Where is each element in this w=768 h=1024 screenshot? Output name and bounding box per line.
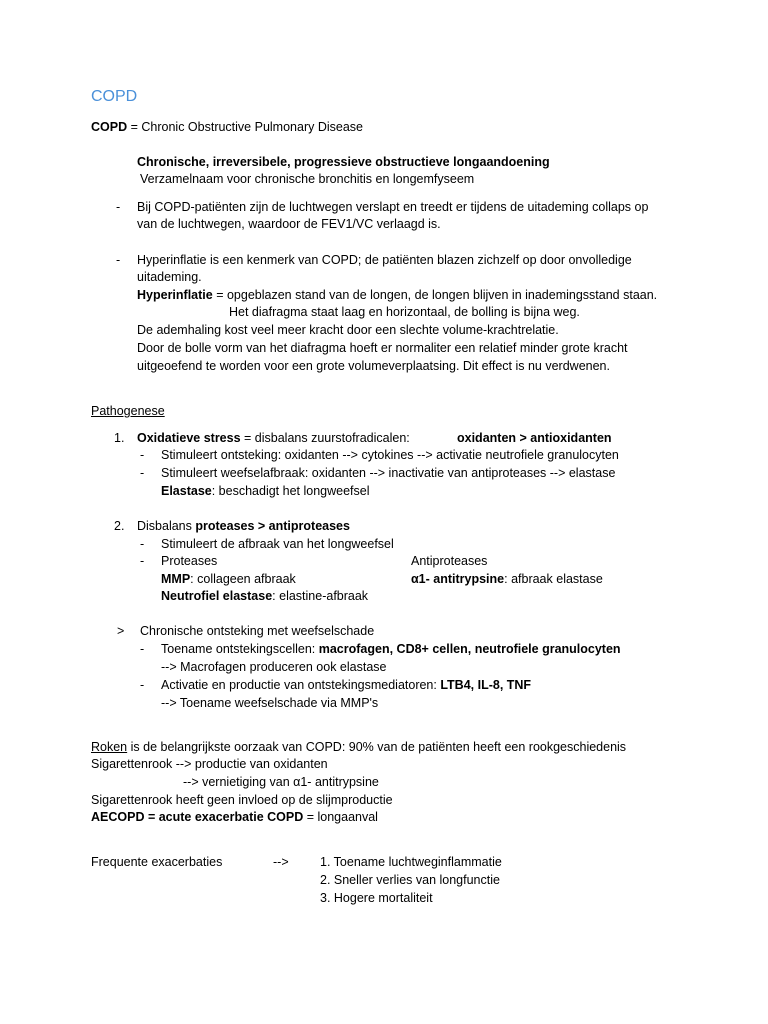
definition-line xyxy=(91,120,363,135)
definition-text: Chronic Obstructive Pulmonary Disease xyxy=(141,120,363,134)
p2-line-1: Hyperinflatie is een kenmerk van COPD; de patiënten blazen zichzelf op door onvolledige xyxy=(137,253,632,267)
neutrofiel-elastase-line: Neutrofiel elastase: elastine-afbraak xyxy=(161,589,369,603)
page-title: COPD xyxy=(91,88,138,105)
item3-sub-2-note: --> Toename weefselschade via MMP's xyxy=(161,696,379,710)
a1-antitrypsine-line: α1- antitrypsine: afbraak elastase xyxy=(411,572,603,586)
item1-sub-1: Stimuleert ontsteking: oxidanten --> cytokines --> activatie neutrofiele granulocyten xyxy=(161,448,619,462)
aecopd-list-item-3: 3. Hogere mortaliteit xyxy=(320,891,433,905)
copd-abbr: COPD xyxy=(91,120,128,134)
mmp-line: MMP: collageen afbraak xyxy=(161,572,296,586)
list-number: 1. xyxy=(114,431,125,445)
p2-more-2: De ademhaling kost veel meer kracht door een slechte volume-krachtrelatie. xyxy=(137,323,559,337)
item2-sub-1: Stimuleert de afbraak van het longweefsel xyxy=(161,537,394,551)
smoking-line-2: Sigarettenrook --> productie van oxidanten xyxy=(91,757,328,771)
list-number: 2. xyxy=(114,519,125,533)
bullet-dash: - xyxy=(140,448,145,462)
p2-line-2: uitademing. xyxy=(137,270,202,284)
smoking-line-1: Roken is de belangrijkste oorzaak van COPD: 90% van de patiënten heeft een rookgeschiedenis xyxy=(91,740,627,754)
smoking-line-4: Sigarettenrook heeft geen invloed op de slijmproductie xyxy=(91,793,393,807)
smoking-line-3: --> vernietiging van α1- antitrypsine xyxy=(183,775,379,789)
item3-sub-1: Toename ontstekingscellen: macrofagen, CD8+ cellen, neutrofiele granulocyten xyxy=(161,642,621,656)
aecopd-list-item-1: 1. Toename luchtweginflammatie xyxy=(320,855,502,869)
item1-line: Oxidatieve stress = disbalans zuurstofradicalen: xyxy=(137,431,410,445)
bullet-dash: - xyxy=(140,537,145,551)
antiproteases-heading: Antiproteases xyxy=(411,554,488,568)
item1-right: oxidanten > antioxidanten xyxy=(457,431,612,445)
aecopd-list-item-2: 2. Sneller verlies van longfunctie xyxy=(320,873,500,887)
p1-line-2: van de luchtwegen, waardoor de FEV1/VC verlaagd is. xyxy=(137,217,441,231)
definition-sub: Verzamelnaam voor chronische bronchitis en longemfyseem xyxy=(140,172,475,186)
item2-line: Disbalans proteases > antiproteases xyxy=(137,519,350,533)
bullet-dash: - xyxy=(140,642,145,656)
section-heading-pathogenese: Pathogenese xyxy=(91,404,165,418)
hyperinflatie-line: Hyperinflatie = opgeblazen stand van de longen, de longen blijven in inademingsstand staan. xyxy=(137,288,658,302)
p1-line-1: Bij COPD-patiënten zijn de luchtwegen verslapt en treedt er tijdens de uitademing collaps op xyxy=(137,200,649,214)
bullet-dash: - xyxy=(140,466,145,480)
item1-sub-2: Stimuleert weefselafbraak: oxidanten --> inactivatie van antiproteases --> elastase xyxy=(161,466,616,480)
bullet-dash: - xyxy=(116,200,121,214)
item3-line: Chronische ontsteking met weefselschade xyxy=(140,624,375,638)
p2-more-3: Door de bolle vorm van het diafragma hoeft er normaliter een relatief minder grote kracht xyxy=(137,341,628,355)
elastase-line: Elastase: beschadigt het longweefsel xyxy=(161,484,370,498)
chevron-marker: > xyxy=(117,624,125,638)
equals: = xyxy=(127,120,142,134)
bullet-dash: - xyxy=(116,253,121,267)
bullet-dash: - xyxy=(140,554,145,568)
p2-more-1: Het diafragma staat laag en horizontaal, de bolling is bijna weg. xyxy=(229,305,580,319)
definition-bold: Chronische, irreversibele, progressieve obstructieve longaandoening xyxy=(137,155,550,169)
p2-more-4: uitgeoefend te worden voor een grote volumeverplaatsing. Dit effect is nu verdwenen. xyxy=(137,359,610,373)
aecopd-left: Frequente exacerbaties xyxy=(91,855,223,869)
proteases-heading: Proteases xyxy=(161,554,218,568)
aecopd-line: AECOPD = acute exacerbatie COPD = longaanval xyxy=(91,810,378,824)
bullet-dash: - xyxy=(140,678,145,692)
item3-sub-1-note: --> Macrofagen produceren ook elastase xyxy=(161,660,387,674)
arrow: --> xyxy=(273,855,289,869)
item3-sub-2: Activatie en productie van ontstekingsmediatoren: LTB4, IL-8, TNF xyxy=(161,678,532,692)
